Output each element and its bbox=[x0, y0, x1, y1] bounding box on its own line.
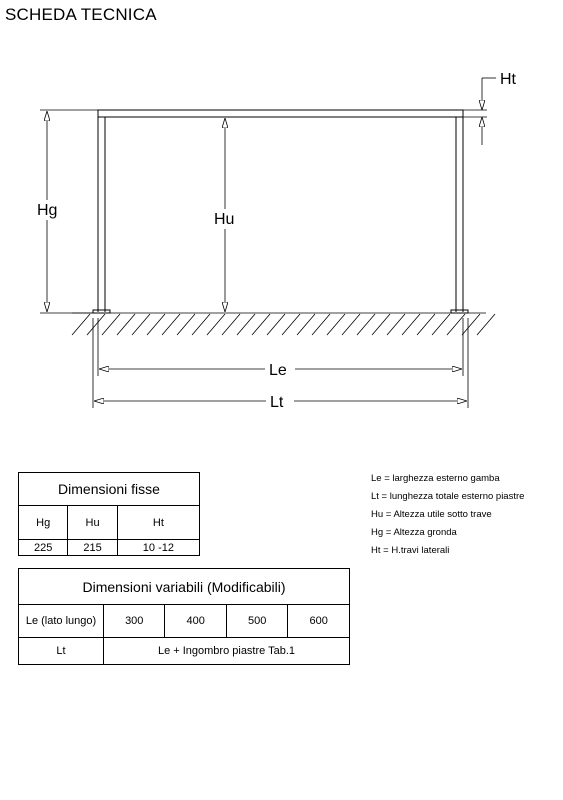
hatch-line bbox=[297, 314, 315, 335]
hatch-line bbox=[282, 314, 300, 335]
hatch-line bbox=[372, 314, 390, 335]
top-beam bbox=[98, 110, 463, 117]
hatch-line bbox=[447, 314, 465, 335]
hatch-line bbox=[177, 314, 195, 335]
legend bbox=[371, 470, 524, 560]
legend-item-hu: Hu = Altezza utile sotto trave bbox=[371, 509, 492, 520]
fixed-value-hu: 215 bbox=[68, 540, 117, 556]
legend-item-le: Le = larghezza esterno gamba bbox=[371, 473, 500, 484]
ground-hatch bbox=[72, 314, 495, 335]
fixed-dimensions-table bbox=[18, 472, 200, 556]
hatch-line bbox=[327, 314, 345, 335]
lt-label: Lt bbox=[270, 394, 284, 411]
hatch-line bbox=[477, 314, 495, 335]
fixed-value-hg: 225 bbox=[19, 540, 68, 556]
hatch-line bbox=[237, 314, 255, 335]
ht-label: Ht bbox=[500, 71, 516, 88]
hatch-line bbox=[147, 314, 165, 335]
le-value-cell: 600 bbox=[288, 605, 350, 638]
le-value-cell: 500 bbox=[226, 605, 287, 638]
le-value-cell: 300 bbox=[104, 605, 165, 638]
ht-dimension bbox=[463, 78, 496, 145]
hatch-line bbox=[432, 314, 450, 335]
left-base-plate bbox=[93, 310, 110, 313]
hatch-line bbox=[357, 314, 375, 335]
hatch-line bbox=[192, 314, 210, 335]
lt-row-value: Le + Ingombro piastre Tab.1 bbox=[104, 638, 350, 665]
hatch-line bbox=[402, 314, 420, 335]
hatch-line bbox=[207, 314, 225, 335]
page-title: SCHEDA TECNICA bbox=[5, 5, 157, 24]
frame bbox=[93, 110, 468, 313]
ground bbox=[72, 313, 495, 335]
hatch-line bbox=[72, 314, 90, 335]
fixed-header-hg: Hg bbox=[19, 506, 68, 540]
hatch-line bbox=[102, 314, 120, 335]
legend-item-hg: Hg = Altezza gronda bbox=[371, 527, 457, 538]
fixed-value-ht: 10 -12 bbox=[117, 540, 199, 556]
hatch-line bbox=[342, 314, 360, 335]
hatch-line bbox=[222, 314, 240, 335]
hatch-line bbox=[267, 314, 285, 335]
right-base-plate bbox=[451, 310, 468, 313]
hu-label: Hu bbox=[214, 211, 235, 228]
fixed-header-hu: Hu bbox=[68, 506, 117, 540]
lt-row-label: Lt bbox=[19, 638, 104, 665]
hatch-line bbox=[132, 314, 150, 335]
le-value-cell: 400 bbox=[165, 605, 226, 638]
hatch-line bbox=[387, 314, 405, 335]
hatch-line bbox=[117, 314, 135, 335]
hatch-line bbox=[417, 314, 435, 335]
hg-label: Hg bbox=[37, 202, 58, 219]
legend-item-ht: Ht = H.travi laterali bbox=[371, 545, 450, 556]
hatch-line bbox=[87, 314, 105, 335]
fixed-header-ht: Ht bbox=[117, 506, 199, 540]
legend-item-lt: Lt = lunghezza totale esterno piastre bbox=[371, 491, 525, 502]
le-row-label: Le (lato lungo) bbox=[19, 605, 104, 638]
hatch-line bbox=[162, 314, 180, 335]
fixed-table-title: Dimensioni fisse bbox=[19, 473, 200, 506]
variable-table-title: Dimensioni variabili (Modificabili) bbox=[19, 569, 350, 605]
hatch-line bbox=[312, 314, 330, 335]
hatch-line bbox=[252, 314, 270, 335]
variable-dimensions-table bbox=[18, 568, 350, 665]
le-label: Le bbox=[269, 362, 287, 379]
hatch-line bbox=[462, 314, 480, 335]
